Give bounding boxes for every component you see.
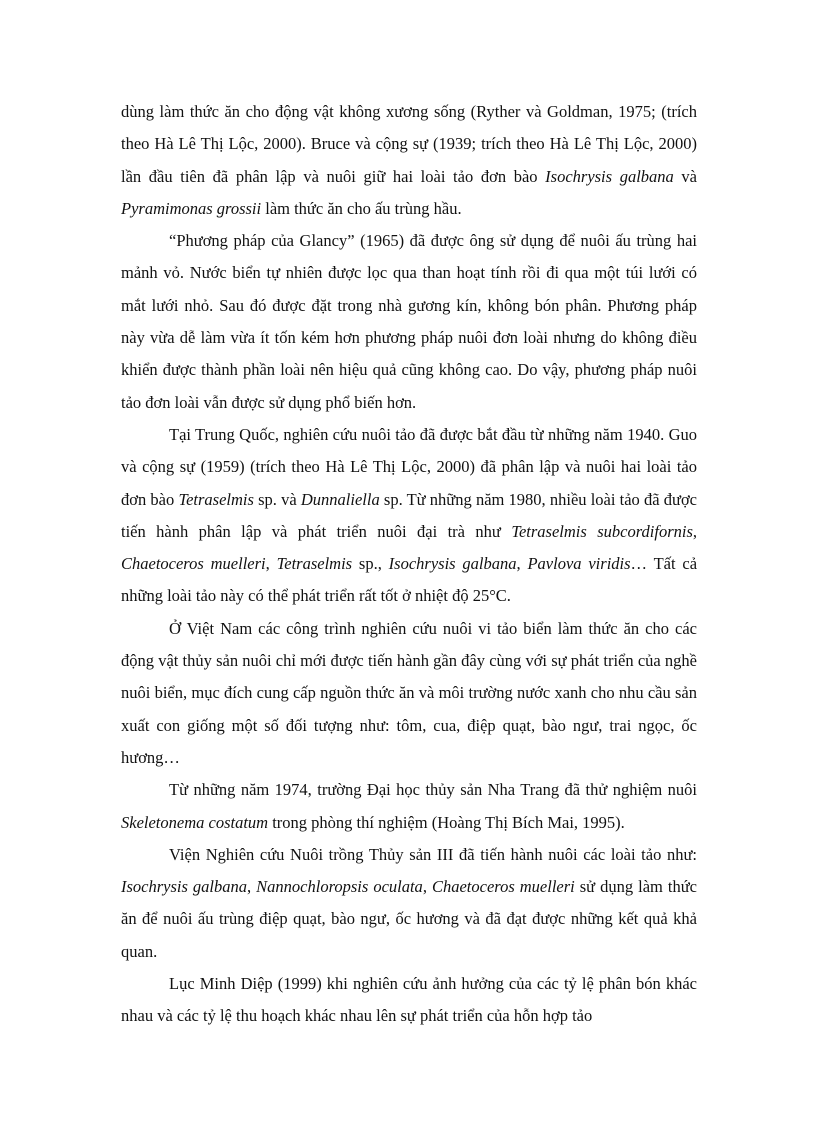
text-run: ,	[247, 877, 257, 897]
text-run: và	[673, 166, 698, 186]
text-run: trong phòng thí nghiệm (Hoàng Thị Bích Mai, 1995).	[268, 812, 625, 832]
text-run: Viện Nghiên cứu Nuôi trồng Thủy sản III đã tiến hành nuôi các loài tảo như:	[169, 844, 697, 864]
species-name: Tetraselmis	[276, 554, 353, 574]
paragraph-5	[121, 774, 697, 839]
species-name: Isochrysis galbana	[388, 554, 517, 574]
species-name: Chaetoceros muelleri	[431, 877, 575, 897]
species-name: Pavlova viridis	[527, 554, 631, 574]
species-name: Nannochloropsis oculata	[256, 877, 423, 897]
species-name: Isochrysis galbana	[545, 166, 674, 186]
text-run: làm thức ăn cho ấu trùng hầu.	[261, 198, 462, 218]
paragraph-1	[121, 96, 697, 225]
paragraph-3	[121, 419, 697, 613]
species-name: Tetraselmis subcordifornis	[511, 521, 693, 541]
text-run: Tại Trung Quốc, nghiên cứu nuôi tảo đã được bắt đầu từ những năm 1940. Guo và cộng sự (1959) (trích theo Hà Lê Thị Lộc, 2000) đã phân lập và nuôi hai loài tảo đơn bào	[121, 424, 697, 509]
text-run: sp. và	[253, 489, 301, 509]
species-name: Pyramimonas grossii	[121, 198, 262, 218]
species-name: Tetraselmis	[178, 489, 254, 509]
paragraph-4	[121, 613, 697, 774]
text-run: “Phương pháp của Glancy” (1965) đã được ông sử dụng để nuôi ấu trùng hai mảnh vỏ. Nước biển tự nhiên được lọc qua than hoạt tính rồi đi qua một túi lưới có mắt lưới nhỏ. Sau đó được đặt trong nhà gương kín, không bón phân. Phương pháp này vừa dễ làm vừa ít tốn kém hơn phương pháp nuôi đơn loài nhưng do không điều khiển được thành phần loài nên hiệu quả cũng không cao. Do vậy, phương pháp nuôi tảo đơn loài vẫn được sử dụng phổ biến hơn.	[121, 231, 697, 412]
text-run: sp. Từ những năm 1980, nhiều loài tảo đã được tiến hành phân lập và phát triển nuôi đại trà như	[121, 489, 697, 541]
text-run: ,	[265, 554, 277, 574]
text-run: sử dụng làm thức ăn để nuôi ấu trùng điệp quạt, bào ngư, ốc hương và đã đạt được những kết quả khả quan.	[121, 877, 698, 961]
body-text	[121, 96, 697, 1033]
text-run: dùng làm thức ăn cho động vật không xương sống (Ryther và Goldman, 1975; (trích theo Hà Lê Thị Lộc, 2000). Bruce và cộng sự (1939; trích theo Hà Lê Thị Lộc, 2000) lần đầu tiên đã phân lập và nuôi giữ hai loài tảo đơn bào	[121, 102, 697, 186]
text-run: Từ những năm 1974, trường Đại học thủy sản Nha Trang đã thử nghiệm nuôi	[169, 780, 697, 800]
text-run: ,	[422, 877, 432, 897]
text-run: ,	[516, 554, 528, 574]
text-run: Lục Minh Diệp (1999) khi nghiên cứu ảnh hưởng của các tỷ lệ phân bón khác nhau và các tỷ lệ thu hoạch khác nhau lên sự phát triển của hỗn hợp tảo	[121, 974, 697, 1026]
species-name: Isochrysis galbana	[121, 877, 248, 897]
species-name: Skeletonema costatum	[121, 812, 269, 832]
paragraph-7	[121, 968, 697, 1033]
paragraph-6	[121, 839, 697, 968]
text-run: ,	[692, 521, 698, 541]
paragraph-2	[121, 225, 697, 419]
text-run: … Tất cả những loài tảo này có thể phát triển rất tốt ở nhiệt độ 25°C.	[121, 554, 698, 606]
text-run: Ở Việt Nam các công trình nghiên cứu nuôi vi tảo biển làm thức ăn cho các động vật thủy sản nuôi chỉ mới được tiến hành gần đây cùng với sự phát triển của nghề nuôi biển, mục đích cung cấp nguồn thức ăn và môi trường nước xanh cho nhu cầu sản xuất con giống một số đối tượng như: tôm, cua, điệp quạt, bào ngư, trai ngọc, ốc hương…	[121, 618, 697, 767]
species-name: Dunnaliella	[300, 489, 380, 509]
text-run: sp.,	[352, 554, 389, 574]
species-name: Chaetoceros muelleri	[121, 554, 266, 574]
